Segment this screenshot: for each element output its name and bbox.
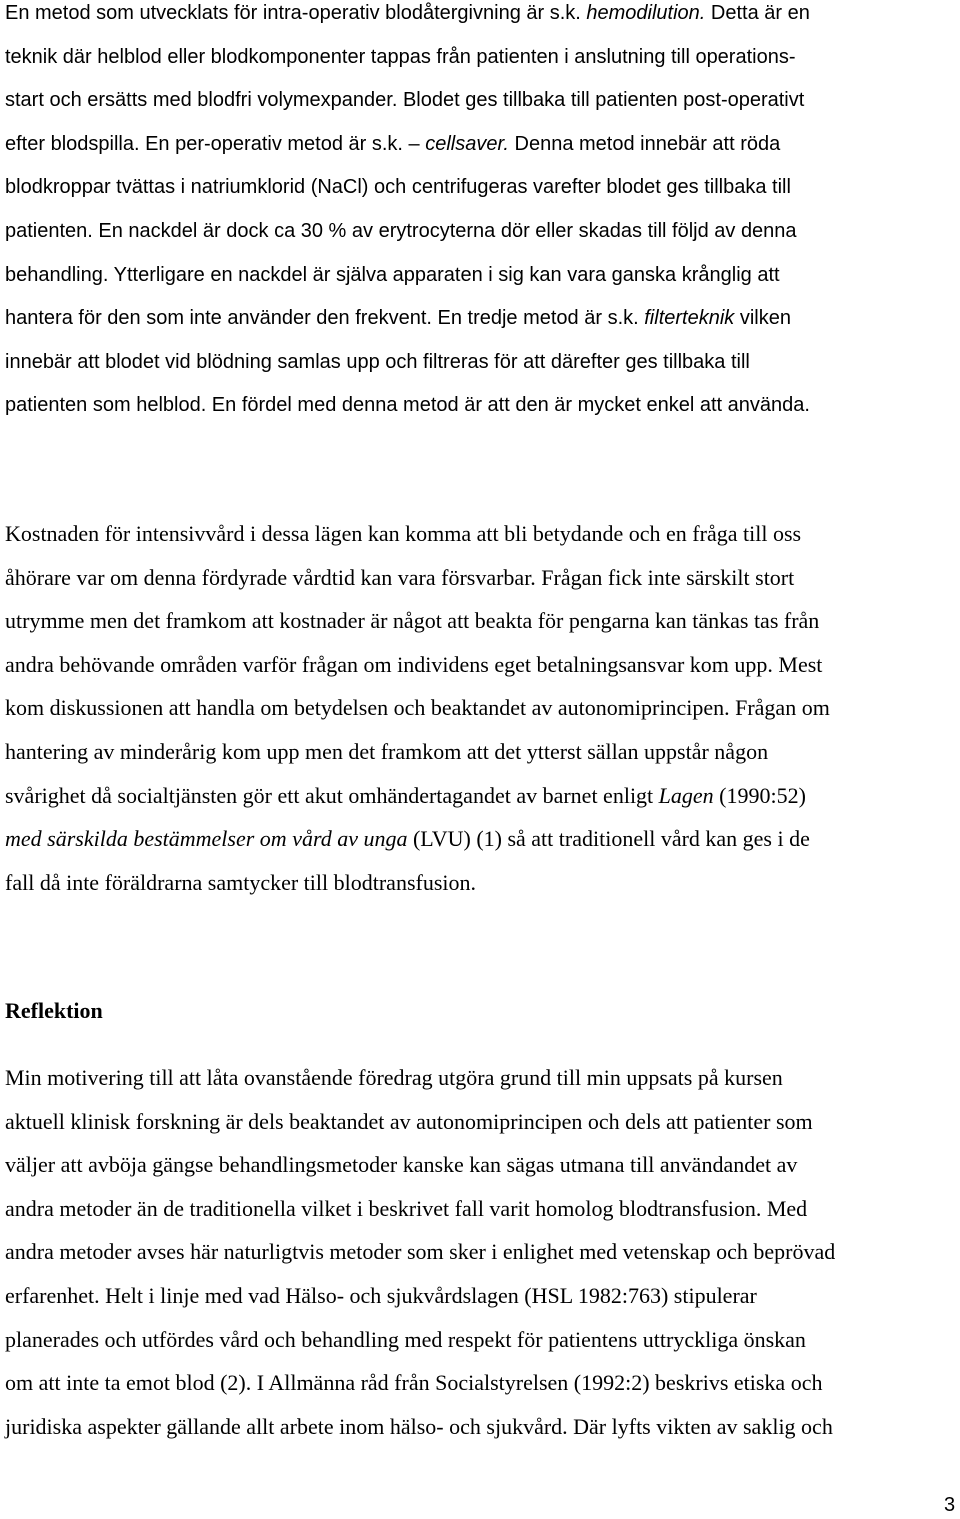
text-run: erfarenhet. Helt i linje med vad Hälso- och sjukvårdslagen (HSL 1982:763) stipulerar (5, 1282, 757, 1308)
text-line (5, 1274, 960, 1318)
paragraph-reflection (5, 1056, 960, 1448)
text-run: (LVU) (1) så att traditionell vård kan ges i de (407, 826, 810, 852)
text-run: efter blodspilla. En per-operativ metod är s.k. – (5, 132, 426, 155)
text-run: En metod som utvecklats för intra-operativ blodåtergivning är s.k. (5, 2, 587, 24)
text-run: start och ersätts med blodfri volymexpander. Blodet ges tillbaka till patienten post-operativt (5, 89, 805, 112)
text-run: andra metoder än de traditionella vilket i beskrivet fall varit homolog blodtransfusion. Med (5, 1195, 808, 1221)
text-run: Denna metod innebär att röda (508, 132, 781, 155)
text-line (5, 0, 960, 36)
page-number: 3 (944, 1494, 956, 1516)
text-run: utrymme men det framkom att kostnader är något att beakta för pengarna kan tänkas tas från (5, 608, 820, 634)
section-heading-reflektion: Reflektion (5, 998, 103, 1023)
italic-text-run: hemodilution. (586, 2, 706, 24)
text-line (5, 123, 960, 167)
text-line (5, 79, 960, 123)
text-line (5, 166, 960, 210)
text-line (5, 1318, 960, 1362)
paragraph-blood-recovery-methods (5, 0, 960, 428)
text-run: svårighet då socialtjänsten gör ett akut omhändertagandet av barnet enligt (5, 782, 659, 808)
text-run: Kostnaden för intensivvård i dessa lägen kan komma att bli betydande och en fråga till oss (5, 521, 802, 546)
text-run: patienten som helblod. En fördel med denna metod är att den är mycket enkel att använda. (5, 394, 810, 417)
text-line (5, 1100, 960, 1144)
text-run: teknik där helblod eller blodkomponenter tappas från patienten i anslutning till operations- (5, 45, 796, 68)
text-run: åhörare var om denna fördyrade vårdtid kan vara försvarbar. Frågan fick inte särskilt stort (5, 564, 795, 590)
text-line (5, 817, 960, 861)
text-line (5, 599, 960, 643)
text-line (5, 861, 960, 905)
text-line (5, 1187, 960, 1231)
italic-text-run: med särskilda bestämmelser om vård av unga (5, 826, 408, 852)
text-run: juridiska aspekter gällande allt arbete inom hälso- och sjukvård. Där lyfts vikten av saklig och (5, 1413, 833, 1439)
italic-text-run: filterteknik (644, 307, 735, 330)
text-run: om att inte ta emot blod (2). I Allmänna råd från Socialstyrelsen (1992:2) beskrivs etiska och (5, 1370, 823, 1396)
text-run: vilken (734, 307, 791, 330)
text-line (5, 210, 960, 254)
text-run: väljer att avböja gängse behandlingsmetoder kanske kan sägas utmana till användandet av (5, 1152, 798, 1178)
text-line (5, 36, 960, 80)
text-line (5, 730, 960, 774)
text-line (5, 297, 960, 341)
text-line (5, 1230, 960, 1274)
text-run: andra metoder avses här naturligtvis metoder som sker i enlighet med vetenskap och beprövad (5, 1239, 836, 1265)
text-run: hantering av minderårig kom upp men det framkom att det ytterst sällan uppstår någon (5, 738, 769, 764)
text-line (5, 512, 960, 556)
text-run: kom diskussionen att handla om betydelsen och beaktandet av autonomiprincipen. Frågan om (5, 695, 830, 721)
text-run: aktuell klinisk forskning är dels beaktandet av autonomiprincipen och dels att patienter som (5, 1108, 813, 1134)
text-line (5, 1405, 960, 1449)
text-run: patienten. En nackdel är dock ca 30 % av erytrocyterna dör eller skadas till följd av denna (5, 219, 797, 242)
text-run: Min motivering till att låta ovanstående föredrag utgöra grund till min uppsats på kursen (5, 1065, 783, 1090)
text-line (5, 1143, 960, 1187)
text-line (5, 643, 960, 687)
text-line (5, 774, 960, 818)
text-line (5, 1361, 960, 1405)
text-run: blodkroppar tvättas i natriumklorid (NaCl) och centrifugeras varefter blodet ges tillbaka till (5, 176, 791, 199)
text-run: hantera för den som inte använder den frekvent. En tredje metod är s.k. (5, 307, 645, 330)
text-run: Detta är en (705, 2, 810, 24)
text-run: innebär att blodet vid blödning samlas upp och filtreras för att därefter ges tillbaka till (5, 350, 750, 373)
text-line (5, 1056, 960, 1100)
text-run: planerades och utfördes vård och behandling med respekt för patientens uttryckliga önskan (5, 1326, 806, 1352)
text-run: fall då inte föräldrarna samtycker till blodtransfusion. (5, 869, 477, 895)
italic-text-run: Lagen (658, 782, 714, 808)
text-run: behandling. Ytterligare en nackdel är själva apparaten i sig kan vara ganska krånglig att (5, 263, 780, 286)
text-run: andra behövande områden varför frågan om individens eget betalningsansvar kom upp. Mest (5, 651, 823, 677)
text-line (5, 686, 960, 730)
italic-text-run: cellsaver. (425, 132, 509, 155)
text-run: (1990:52) (713, 782, 806, 808)
text-line (5, 341, 960, 385)
text-line (5, 384, 960, 428)
text-line (5, 556, 960, 600)
text-line (5, 254, 960, 298)
paragraph-intensive-care-costs (5, 512, 960, 904)
